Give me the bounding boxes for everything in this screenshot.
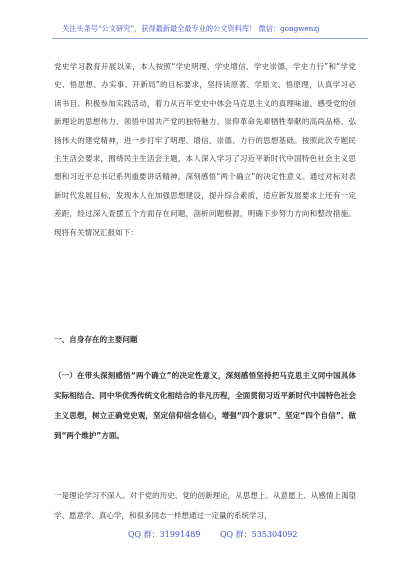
footer-qq-group-2: QQ 群：535304092 bbox=[220, 530, 298, 539]
subsection-heading: （一）在带头深刻感悟“两个确立”的决定性意义，深刻感悟坚持把马克思主义同中国具体实际相结合、同中华优秀传统文化相结合的非凡历程，全面贯彻习近平新时代中国特色社会主义思想，树立正确党史观，坚定信仰信念信心，增强“四个意识”、坚定“四个自信”、做到“两个维护”方面。 bbox=[54, 371, 356, 440]
header-banner: 关注头条号“公文研究”，获得最新最全最专业的公文资料库！ 微信：gongwenzj bbox=[62, 24, 320, 33]
section-heading: 一、自身存在的主要问题 bbox=[54, 335, 138, 344]
body-text bbox=[54, 58, 356, 242]
header-divider bbox=[52, 38, 368, 39]
footer-qq-group-1: QQ 群：31991489 bbox=[128, 530, 201, 539]
footer bbox=[0, 528, 408, 542]
intro-paragraph: 党史学习教育开展以来，本人按照“学史明理、学史增信、学史崇德、学史力行”和“学党史、悟思想、办实事、开新局”的目标要求，坚持读原著、学原文、悟原理，认真学习必读书目、积极参加实践活动，着力从百年党史中体会马克思主义的真理味道、感受党的创新理论的思想伟力、领悟中国共产党的独特魅力、崇仰革命先辈牺牲奉献的高尚品格、弘扬伟大的建党精神，进一步打牢了明理、增信、崇德、力行的思想基础。按照此次专题民主生活会要求，围绕民主生活会主题，本人深入学习了习近平新时代中国特色社会主义思想和习近平总书记系列重要讲话精神，深刻感悟“两个确立”的决定性意义。通过对标对表新时代发展目标，发现本人在加强思想建设，提升综合素质，适应新发展要求上还有一定差距，经过深入查摆五个方面存在问题，剖析问题根源，明确下步努力方向和整改措施。现将有关情况汇报如下： bbox=[54, 62, 356, 237]
point-one-paragraph: 一是理论学习不深入。对于党的历史、党的创新理论，从思想上、从意愿上、从感情上渴望学、愿意学、真心学，和很多同志一样想通过一定量的系统学习， bbox=[54, 491, 356, 520]
